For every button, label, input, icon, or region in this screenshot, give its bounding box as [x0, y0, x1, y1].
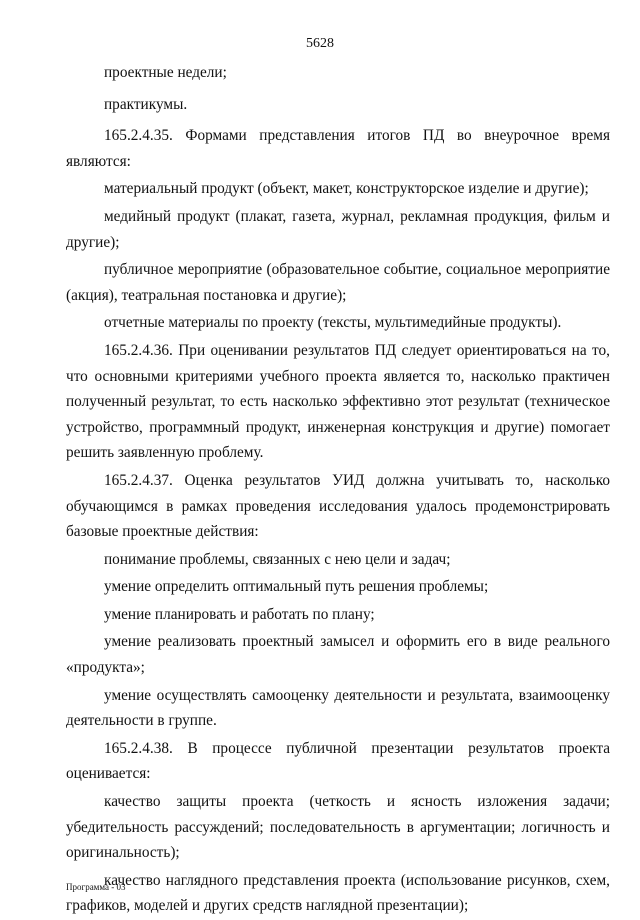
paragraph: умение планировать и работать по плану; — [104, 605, 375, 623]
paragraph: 165.2.4.35. Формами представления итогов ПД во внеурочное время являются: — [66, 127, 610, 170]
paragraph: 165.2.4.36. При оценивании результатов ПД следует ориентироваться на то, что основными критериями учебного проекта является то, насколько практичен полученный результат, то есть насколько эффективно этот результат (техническое устройство, программный продукт, инженерная конструкция и другие) помогает решить заявленную проблему. — [66, 341, 610, 462]
paragraph: отчетные материалы по проекту (тексты, мультимедийные продукты). — [104, 314, 562, 332]
paragraph: умение определить оптимальный путь решения проблемы; — [104, 578, 489, 596]
page-number: 5628 — [306, 36, 334, 51]
paragraph: качество наглядного представления проекта (использование рисунков, схем, графиков, моделей и других средств наглядной презентации); — [66, 871, 610, 915]
paragraph: умение осуществлять самооценку деятельности и результата, взаимооценку деятельности в группе. — [66, 686, 610, 730]
paragraph: медийный продукт (плакат, газета, журнал, рекламная продукция, фильм и другие); — [66, 207, 610, 251]
paragraph: практикумы. — [104, 95, 188, 113]
document-body — [66, 60, 610, 919]
paragraph: материальный продукт (объект, макет, конструкторское изделие и другие); — [104, 180, 589, 198]
paragraph: качество защиты проекта (четкость и ясность изложения задачи; убедительность рассуждений; последовательность в аргументации; логичность и оригинальность); — [66, 793, 610, 862]
paragraph: проектные недели; — [104, 64, 227, 81]
footer-label: Программа - 03 — [66, 882, 126, 892]
paragraph: понимание проблемы, связанных с нею цели и задач; — [104, 550, 451, 568]
paragraph: умение реализовать проектный замысел и оформить его в виде реального «продукта»; — [66, 633, 610, 677]
paragraph: 165.2.4.37. Оценка результатов УИД должна учитывать то, насколько обучающимся в рамках проведения исследования удалось продемонстрировать базовые проектные действия: — [66, 471, 610, 541]
paragraph: 165.2.4.38. В процессе публичной презентации результатов проекта оценивается: — [66, 739, 610, 783]
paragraph: публичное мероприятие (образовательное событие, социальное мероприятие (акция), театральная постановка и другие); — [66, 261, 610, 304]
